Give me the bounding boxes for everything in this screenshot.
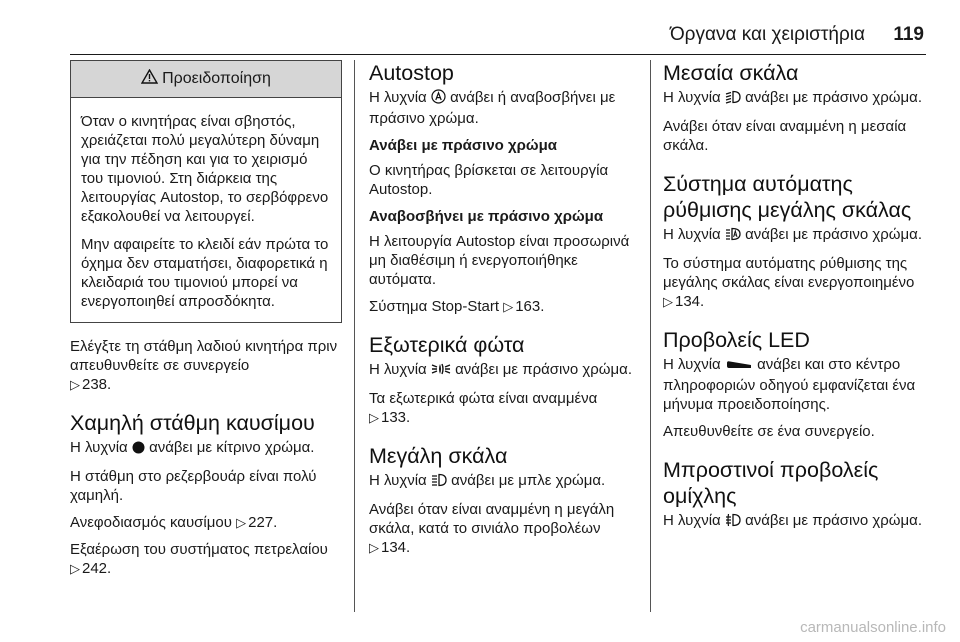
page-reference-arrow-icon: ▷ <box>70 561 80 576</box>
warning-paragraph: Όταν ο κινητήρας είναι σβηστός, χρειάζεται πολύ μεγαλύτερη δύναμη για την πέδηση και για το χειρισμό του τιμονιού. Στη διάρκεια της λειτουργίας Autostop, το σερβόφρενο εξακολουθεί να λειτουργεί. <box>81 113 329 225</box>
text: ανάβει με πράσινο χρώμα. <box>745 512 922 529</box>
low-beam-icon <box>725 90 741 109</box>
paragraph <box>70 438 342 459</box>
paragraph: Ο κινητήρας βρίσκεται σε λειτουργία Autostop. <box>369 162 609 198</box>
page-reference[interactable]: 238. <box>82 376 112 393</box>
led-headlight-fault-icon <box>725 357 753 376</box>
section-heading: Μεγάλη σκάλα <box>369 444 508 468</box>
page-reference[interactable]: 134. <box>675 293 705 310</box>
warning-triangle-icon <box>141 69 158 89</box>
high-beam-icon <box>431 473 447 492</box>
text: Η λυχνία <box>663 512 721 529</box>
page-reference[interactable]: 134. <box>381 539 411 556</box>
column-divider <box>354 60 355 612</box>
column-3 <box>663 60 933 548</box>
page-reference[interactable]: 133. <box>381 409 411 426</box>
text: Ανεφοδιασμός καυσίμου <box>70 514 232 531</box>
led-headlights-section <box>663 327 933 441</box>
text: Η λυχνία <box>663 89 721 106</box>
exterior-lights-section <box>369 332 637 427</box>
text: Η λυχνία <box>369 472 427 489</box>
paragraph <box>369 389 637 427</box>
text: Εξαέρωση του συστήματος πετρελαίου <box>70 541 328 558</box>
paragraph <box>70 513 342 532</box>
text: Η λυχνία <box>663 226 721 243</box>
text: ανάβει με πράσινο χρώμα. <box>455 361 632 378</box>
front-fog-icon <box>725 513 741 532</box>
column-1 <box>70 60 342 594</box>
page-header <box>0 24 960 54</box>
low-fuel-section <box>70 410 342 578</box>
text: Ανάβει όταν είναι αναμμένη η μεγάλη σκάλα, κατά το σινιάλο προβολέων <box>369 501 615 537</box>
high-beam-section <box>369 443 637 557</box>
text: Η λυχνία <box>663 356 721 373</box>
subheading: Αναβοσβήνει με πράσινο χρώμα <box>369 208 604 225</box>
page-reference-arrow-icon: ▷ <box>369 410 379 425</box>
section-heading: Autostop <box>369 61 454 85</box>
paragraph <box>369 88 637 128</box>
paragraph <box>663 511 933 532</box>
paragraph <box>369 500 637 557</box>
page-reference-arrow-icon: ▷ <box>369 540 379 555</box>
warning-body <box>71 98 341 322</box>
page-reference[interactable]: 242. <box>82 560 112 577</box>
section-heading: Χαμηλή στάθμη καυσίμου <box>70 411 315 435</box>
text: ανάβει ή αναβοσβήνει με πράσινο χρώμα. <box>369 89 616 127</box>
page-reference-arrow-icon: ▷ <box>663 294 673 309</box>
section-heading: Σύστημα αυτόματης ρύθμισης μεγάλης σκάλας <box>663 172 912 222</box>
paragraph: Απευθυνθείτε σε ένα συνεργείο. <box>663 423 875 440</box>
oil-check-paragraph <box>70 337 342 394</box>
warning-paragraph: Μην αφαιρείτε το κλειδί εάν πρώτα το όχημα δεν σταματήσει, διαφορετικά η κλειδαριά του τιμονιού μπορεί να ενεργοποιηθεί απροσδόκητα. <box>81 236 329 310</box>
text: Σύστημα Stop-Start <box>369 298 500 315</box>
column-divider <box>650 60 651 612</box>
section-heading: Μεσαία σκάλα <box>663 61 799 85</box>
text: Η λυχνία <box>369 361 427 378</box>
text: ανάβει και στο κέντρο πληροφοριών οδηγού εμφανίζεται ένα μήνυμα προειδοποίησης. <box>663 356 916 413</box>
paragraph <box>663 88 933 109</box>
paragraph <box>663 225 933 246</box>
paragraph <box>369 297 637 316</box>
section-heading: Μπροστινοί προβολείς ομίχλης <box>663 458 879 508</box>
paragraph: Ανάβει όταν είναι αναμμένη η μεσαία σκάλα. <box>663 118 907 154</box>
text: ανάβει με μπλε χρώμα. <box>451 472 606 489</box>
auto-high-beam-section <box>663 171 933 311</box>
paragraph <box>369 471 637 492</box>
page-reference[interactable]: 163. <box>515 298 545 315</box>
text: ανάβει με κίτρινο χρώμα. <box>149 439 315 456</box>
paragraph <box>369 360 637 381</box>
page-reference-arrow-icon: ▷ <box>503 299 514 314</box>
page-reference-arrow-icon: ▷ <box>70 377 80 392</box>
oil-check-text: Ελέγξτε τη στάθμη λαδιού κινητήρα πριν απευθυνθείτε σε συνεργείο <box>70 338 338 374</box>
page-number: 119 <box>893 24 924 45</box>
column-2 <box>369 60 637 573</box>
header-title: Όργανα και χειριστήρια <box>669 24 865 45</box>
watermark: carmanualsonline.info <box>800 619 946 636</box>
section-heading: Εξωτερικά φώτα <box>369 333 525 357</box>
warning-title: Προειδοποίηση <box>162 70 271 87</box>
warning-box <box>70 60 342 323</box>
paragraph <box>70 540 342 578</box>
autostop-A-icon <box>431 89 446 109</box>
text: Το σύστημα αυτόματης ρύθμισης της μεγάλης σκάλας είναι ενεργοποιημένο <box>663 255 915 291</box>
low-beam-section <box>663 60 933 155</box>
front-fog-section <box>663 457 933 532</box>
exterior-lights-icon <box>431 362 451 381</box>
paragraph: Η λειτουργία Autostop είναι προσωρινά μη διαθέσιμη ή ενεργοποιήθηκε αυτόματα. <box>369 233 630 288</box>
paragraph: Η στάθμη στο ρεζερβουάρ είναι πολύ χαμηλή. <box>70 468 317 504</box>
section-heading: Προβολείς LED <box>663 328 810 352</box>
page-reference-arrow-icon: ▷ <box>236 515 247 530</box>
warning-header <box>71 61 341 98</box>
text: Η λυχνία <box>369 89 427 106</box>
fuel-dot-icon <box>132 440 145 459</box>
text: ανάβει με πράσινο χρώμα. <box>745 89 922 106</box>
paragraph <box>663 355 933 414</box>
header-rule <box>70 54 926 55</box>
paragraph <box>663 254 933 311</box>
text: Τα εξωτερικά φώτα είναι αναμμένα <box>369 390 598 407</box>
page-reference[interactable]: 227. <box>248 514 278 531</box>
autostop-section <box>369 60 637 316</box>
subheading: Ανάβει με πράσινο χρώμα <box>369 137 557 154</box>
auto-high-beam-icon <box>725 227 741 246</box>
text: Η λυχνία <box>70 439 128 456</box>
text: ανάβει με πράσινο χρώμα. <box>745 226 922 243</box>
